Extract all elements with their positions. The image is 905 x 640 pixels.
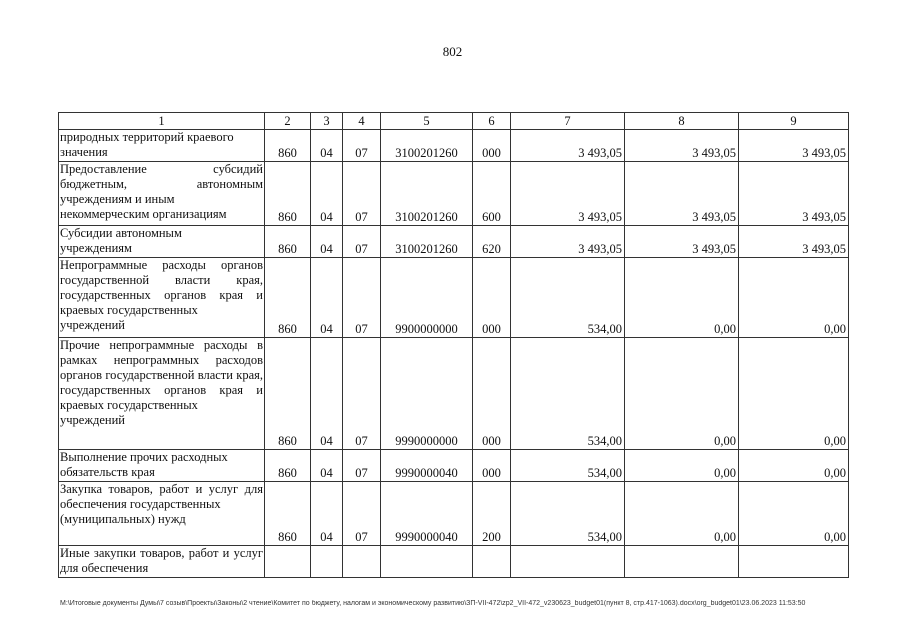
- row-code-section: 04: [311, 130, 343, 162]
- header-col-9: 9: [739, 113, 849, 130]
- table-row: [59, 130, 849, 162]
- row-name-line: природных территорий краевого: [60, 130, 234, 144]
- row-code-subsection: [343, 546, 381, 578]
- header-col-3: 3: [311, 113, 343, 130]
- row-name-cell: [59, 546, 265, 578]
- row-code-expense-type: 600: [473, 162, 511, 226]
- row-name-line: Закупка товаров, работ и услуг для обеспечения государственных: [60, 482, 263, 511]
- row-code-expense-type: 000: [473, 258, 511, 338]
- header-col-8: 8: [625, 113, 739, 130]
- row-name-line: (муниципальных) нужд: [60, 512, 186, 526]
- row-name-cell: [59, 226, 265, 258]
- row-code-section: 04: [311, 482, 343, 546]
- row-code-expense-type: 620: [473, 226, 511, 258]
- budget-table: [58, 112, 849, 578]
- row-amount-col7: [511, 546, 625, 578]
- row-name-line: обязательств края: [60, 465, 155, 479]
- row-code-target: 3100201260: [381, 162, 473, 226]
- table-body: [59, 130, 849, 578]
- header-col-4: 4: [343, 113, 381, 130]
- row-name-line: некоммерческим организациям: [60, 207, 227, 221]
- row-amount-col9: 0,00: [739, 450, 849, 482]
- row-code-ministry: 860: [265, 162, 311, 226]
- row-amount-col7: 3 493,05: [511, 130, 625, 162]
- row-code-subsection: 07: [343, 130, 381, 162]
- row-amount-col8: 3 493,05: [625, 162, 739, 226]
- row-code-section: 04: [311, 162, 343, 226]
- header-col-7: 7: [511, 113, 625, 130]
- row-amount-col7: 534,00: [511, 450, 625, 482]
- row-code-ministry: 860: [265, 226, 311, 258]
- row-code-target: 9990000040: [381, 450, 473, 482]
- row-code-expense-type: 000: [473, 130, 511, 162]
- row-code-target: 3100201260: [381, 130, 473, 162]
- table-row: [59, 482, 849, 546]
- row-code-ministry: 860: [265, 450, 311, 482]
- row-code-target: 9900000000: [381, 258, 473, 338]
- table-row: [59, 162, 849, 226]
- row-amount-col8: 0,00: [625, 450, 739, 482]
- row-name-cell: [59, 258, 265, 338]
- row-name-cell: [59, 162, 265, 226]
- row-amount-col9: 3 493,05: [739, 130, 849, 162]
- row-amount-col7: 534,00: [511, 482, 625, 546]
- row-amount-col9: 3 493,05: [739, 162, 849, 226]
- row-code-subsection: 07: [343, 226, 381, 258]
- row-amount-col9: 0,00: [739, 338, 849, 450]
- row-code-section: 04: [311, 338, 343, 450]
- row-code-section: 04: [311, 226, 343, 258]
- row-name-cell: [59, 338, 265, 450]
- row-code-section: [311, 546, 343, 578]
- page-number: 802: [442, 44, 463, 59]
- footer-file-path: M:\Итоговые документы Думы\7 созыв\Проекты\Законы\2 чтение\Комитет по бюджету, налогам и экономическому развитию\ЗП-VII-472\zp2_VII-472_v230623_budget01(пункт 8, стр.417-1063).docx\org_budget01\23.06.2023 11:53:50: [60, 600, 806, 607]
- row-code-expense-type: 200: [473, 482, 511, 546]
- row-code-target: 9990000040: [381, 482, 473, 546]
- row-amount-col7: 3 493,05: [511, 162, 625, 226]
- row-code-subsection: 07: [343, 482, 381, 546]
- row-amount-col7: 534,00: [511, 338, 625, 450]
- row-name-line: учреждений: [60, 318, 125, 332]
- row-code-ministry: 860: [265, 338, 311, 450]
- row-code-subsection: 07: [343, 338, 381, 450]
- header-col-5: 5: [381, 113, 473, 130]
- row-name-cell: [59, 482, 265, 546]
- row-name-line: значения: [60, 145, 108, 159]
- row-amount-col7: 3 493,05: [511, 226, 625, 258]
- row-code-section: 04: [311, 258, 343, 338]
- row-amount-col8: 0,00: [625, 482, 739, 546]
- header-col-2: 2: [265, 113, 311, 130]
- row-code-target: [381, 546, 473, 578]
- row-name-cell: [59, 130, 265, 162]
- row-name-line: Прочие непрограммные расходы в рамках непрограммных расходов органов государственной власти края, государственных органов края и краевых государственных: [60, 338, 263, 412]
- table-row: [59, 546, 849, 578]
- row-code-subsection: 07: [343, 258, 381, 338]
- row-name-line: учреждениям: [60, 241, 132, 255]
- row-code-ministry: 860: [265, 258, 311, 338]
- table-row: [59, 226, 849, 258]
- row-name-line: Субсидии автономным: [60, 226, 182, 240]
- row-amount-col9: 3 493,05: [739, 226, 849, 258]
- row-code-ministry: [265, 546, 311, 578]
- row-amount-col9: 0,00: [739, 258, 849, 338]
- row-amount-col8: [625, 546, 739, 578]
- header-col-6: 6: [473, 113, 511, 130]
- table-row: [59, 258, 849, 338]
- row-name-cell: [59, 450, 265, 482]
- header-col-1: 1: [59, 113, 265, 130]
- row-name-line: Непрограммные расходы органов государственной власти края, государственных органов края и краевых государственных: [60, 258, 263, 317]
- row-name-line: Иные закупки товаров, работ и услуг для обеспечения: [60, 546, 263, 575]
- row-code-section: 04: [311, 450, 343, 482]
- row-code-expense-type: [473, 546, 511, 578]
- row-amount-col9: 0,00: [739, 482, 849, 546]
- row-code-target: 9990000000: [381, 338, 473, 450]
- row-code-subsection: 07: [343, 162, 381, 226]
- row-amount-col7: 534,00: [511, 258, 625, 338]
- table-row: [59, 338, 849, 450]
- row-name-line: Предоставление субсидий бюджетным, автономным учреждениям и иным: [60, 162, 263, 206]
- row-code-target: 3100201260: [381, 226, 473, 258]
- row-amount-col9: [739, 546, 849, 578]
- row-amount-col8: 3 493,05: [625, 226, 739, 258]
- row-code-ministry: 860: [265, 482, 311, 546]
- row-name-line: учреждений: [60, 413, 125, 427]
- row-code-expense-type: 000: [473, 450, 511, 482]
- row-amount-col8: 0,00: [625, 338, 739, 450]
- table-row: [59, 450, 849, 482]
- table-header-row: [59, 113, 849, 130]
- row-amount-col8: 0,00: [625, 258, 739, 338]
- row-code-subsection: 07: [343, 450, 381, 482]
- row-name-line: Выполнение прочих расходных: [60, 450, 228, 464]
- row-amount-col8: 3 493,05: [625, 130, 739, 162]
- row-code-expense-type: 000: [473, 338, 511, 450]
- row-code-ministry: 860: [265, 130, 311, 162]
